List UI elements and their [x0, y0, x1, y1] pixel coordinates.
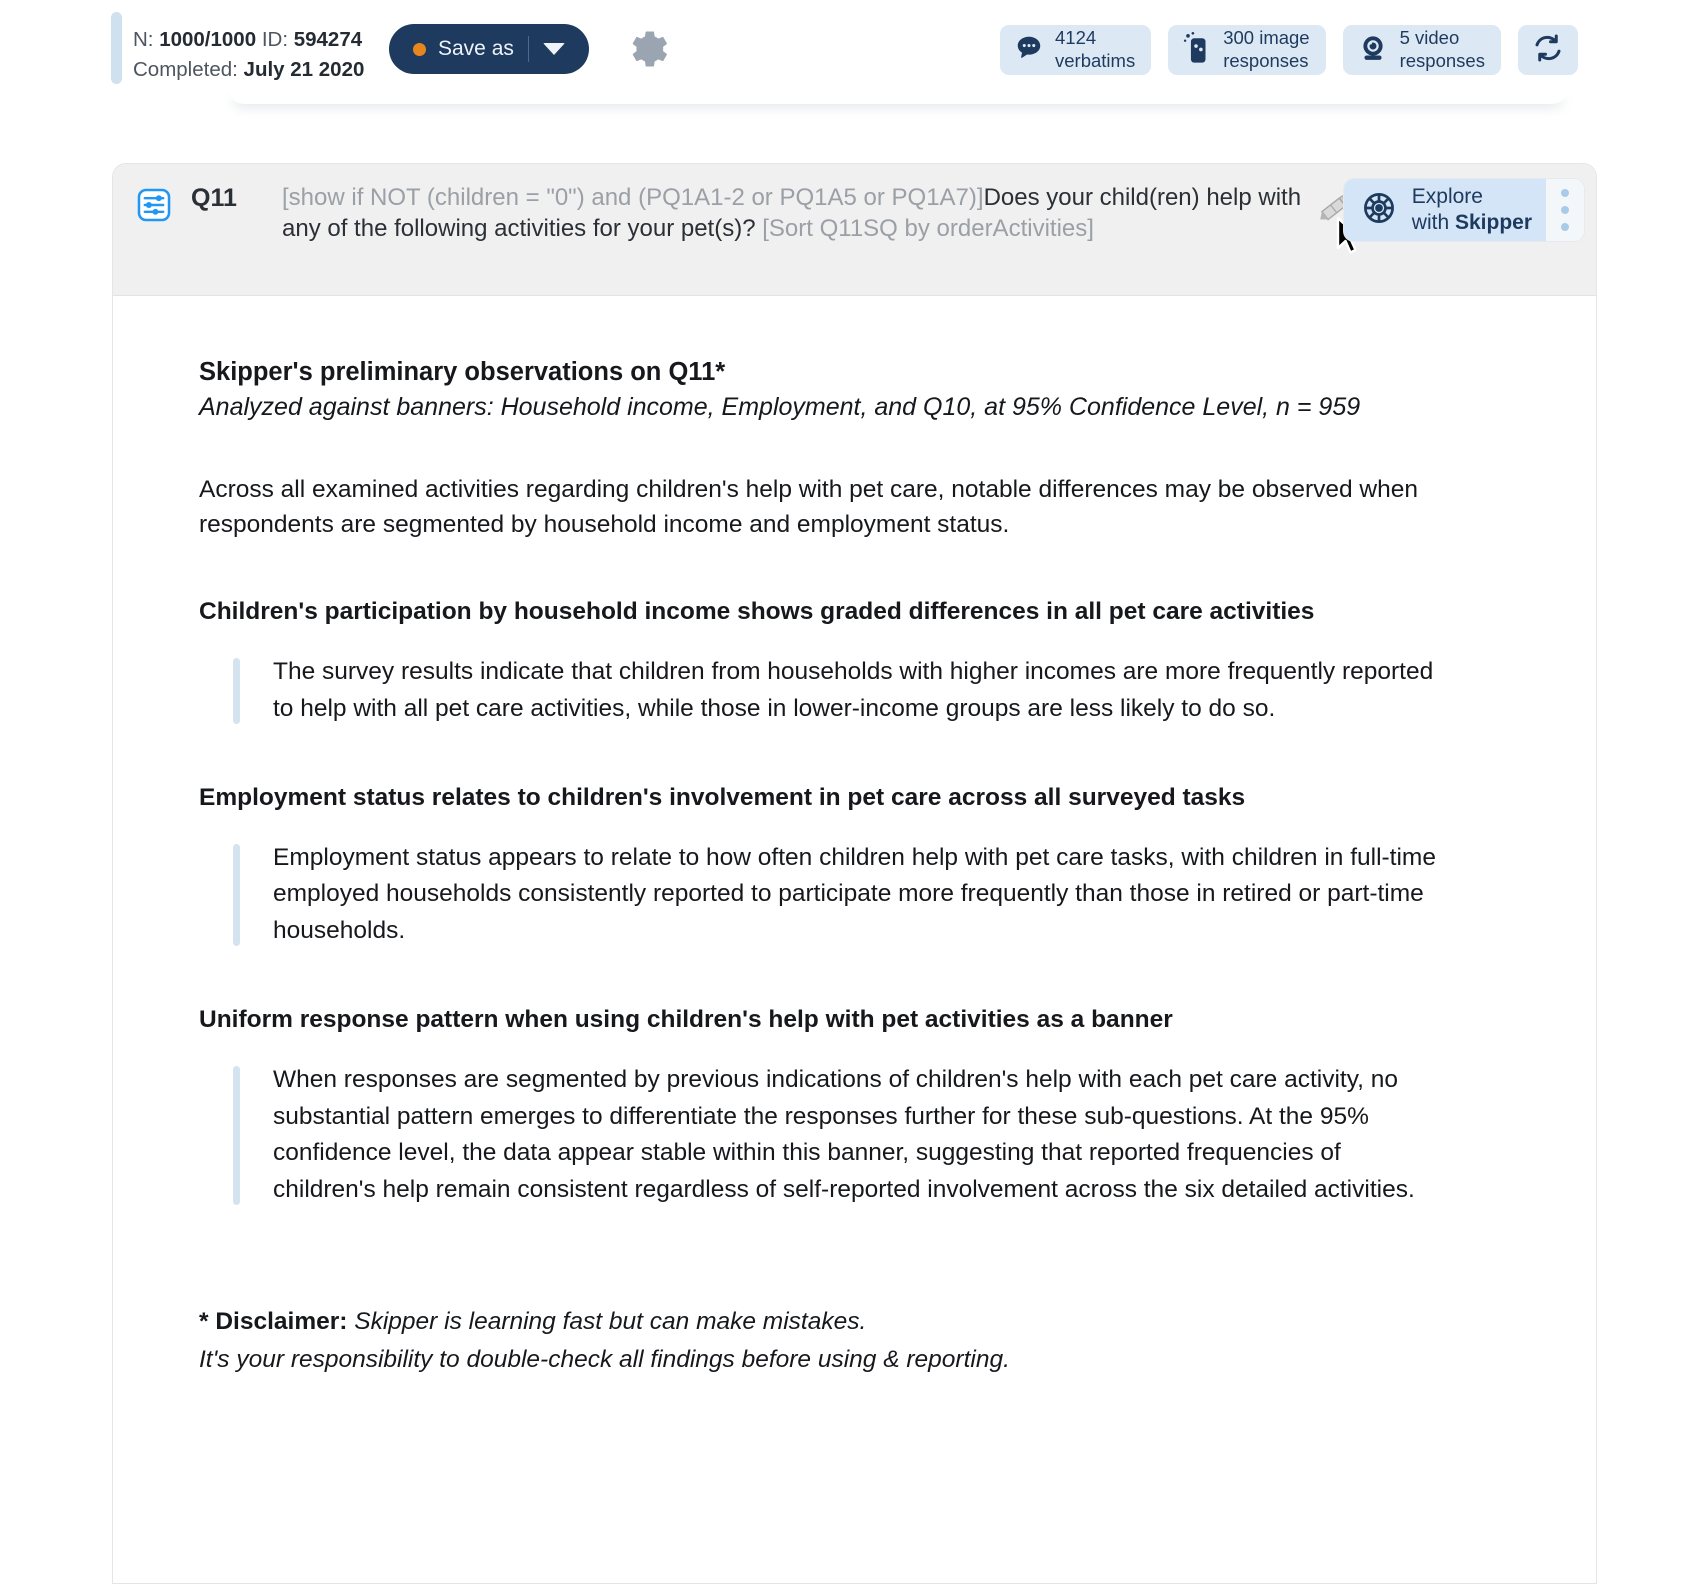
disclaimer: [199, 1303, 1516, 1379]
n-label: N:: [133, 28, 154, 51]
image-response-icon: [1182, 31, 1212, 70]
accent-bar: [111, 12, 122, 84]
image-responses-count: 300 image: [1223, 27, 1310, 49]
refresh-icon: [1533, 33, 1563, 68]
video-responses-badge[interactable]: [1343, 25, 1501, 75]
unsaved-status-dot: [413, 43, 426, 56]
verbatims-badge[interactable]: [1000, 25, 1151, 75]
verbatims-badge-text: [1055, 27, 1135, 72]
completed-label: Completed:: [133, 57, 238, 81]
sliders-icon: [137, 188, 171, 227]
more-options-icon[interactable]: [1546, 179, 1584, 241]
disclaimer-label: * Disclaimer:: [199, 1307, 348, 1335]
response-badges: [1000, 25, 1578, 75]
question-number: Q11: [191, 184, 237, 212]
disclaimer-line1: Skipper is learning fast but can make mistakes.: [354, 1307, 867, 1335]
question-main-text: Does your child(ren) help with any of the following activities for your pet(s)?: [282, 184, 1302, 243]
observations-intro: Across all examined activities regarding children's help with pet care, notable differences may be observed when respondents are segmented by household income and employment status.: [199, 476, 1418, 539]
ships-wheel-icon: [1360, 189, 1398, 232]
section-quote: Employment status appears to relate to how often children help with pet care tasks, with children in full-time employed households consistently reported to participate more frequently than those in retired or part-time households.: [233, 840, 1443, 950]
save-as-divider: [528, 36, 529, 62]
kebab-dot: [1561, 223, 1569, 231]
explore-label-skipper: Skipper: [1454, 211, 1532, 234]
id-label: ID:: [261, 28, 289, 51]
n-value: 1000/1000: [159, 28, 257, 51]
id-value: 594274: [293, 28, 363, 51]
section-heading: Uniform response pattern when using children's help with pet activities as a banner: [199, 1005, 1173, 1033]
verbatims-label: verbatims: [1055, 50, 1136, 71]
save-as-button[interactable]: [389, 24, 589, 74]
observations-title: Skipper's preliminary observations on Q11*: [199, 358, 726, 386]
question-card: [112, 163, 1597, 1584]
survey-meta: [133, 25, 364, 84]
explore-with-skipper-button[interactable]: [1344, 179, 1546, 241]
top-toolbar: [0, 0, 1682, 98]
video-responses-label: responses: [1399, 50, 1485, 71]
section-quote: When responses are segmented by previous indications of children's help with each pet care activity, no substantial pattern emerges to differentiate the responses further for these sub-questions. At the 95% confidence level, the data appear stable within this banner, suggesting that reported frequencies of children's help remain consistent regardless of self-reported involvement across the six detailed activities.: [233, 1062, 1443, 1209]
image-responses-label: responses: [1223, 50, 1309, 71]
observations-subtitle: Analyzed against banners: Household income, Employment, and Q10, at 95% Confidence Level, n = 959: [199, 393, 1361, 421]
verbatims-count: 4124: [1055, 27, 1097, 49]
refresh-button[interactable]: [1518, 25, 1578, 75]
chevron-down-icon[interactable]: [543, 43, 565, 55]
video-responses-count: 5 video: [1399, 27, 1460, 49]
explore-label-line1: Explore: [1411, 184, 1483, 208]
save-as-label: Save as: [438, 37, 514, 60]
completed-value: July 21 2020: [243, 57, 365, 81]
question-text: [282, 182, 1302, 245]
section-quote: The survey results indicate that children from households with higher incomes are more frequently reported to help with all pet care activities, while those in lower-income groups are less likely to do so.: [233, 654, 1443, 728]
question-prefix-condition: [show if NOT (children = "0") and (PQ1A1-2 or PQ1A5 or PQ1A7)]: [282, 184, 984, 211]
video-camera-icon: [1357, 32, 1389, 69]
question-suffix-condition: [Sort Q11SQ by orderActivities]: [762, 215, 1094, 243]
kebab-dot: [1561, 206, 1569, 214]
toolbar-shadow-strip: [228, 86, 1568, 104]
explore-with-skipper-label: [1412, 184, 1532, 237]
image-responses-badge[interactable]: [1168, 25, 1325, 75]
kebab-dot: [1561, 189, 1569, 197]
section-heading: Children's participation by household income shows graded differences in all pet care activities: [199, 598, 1315, 626]
observations-body: [113, 296, 1596, 1379]
section-heading: Employment status relates to children's involvement in pet care across all surveyed tasks: [199, 783, 1246, 811]
question-header: [113, 164, 1596, 296]
video-responses-badge-text: [1400, 27, 1485, 72]
explore-label-line2-prefix: with: [1411, 211, 1455, 234]
disclaimer-line2: It's your responsibility to double-check all findings before using & reporting.: [199, 1345, 1010, 1373]
explore-with-skipper-group: [1344, 179, 1584, 241]
gear-icon[interactable]: [627, 28, 669, 75]
speech-bubble-icon: [1014, 33, 1044, 68]
image-responses-badge-text: [1223, 27, 1309, 72]
